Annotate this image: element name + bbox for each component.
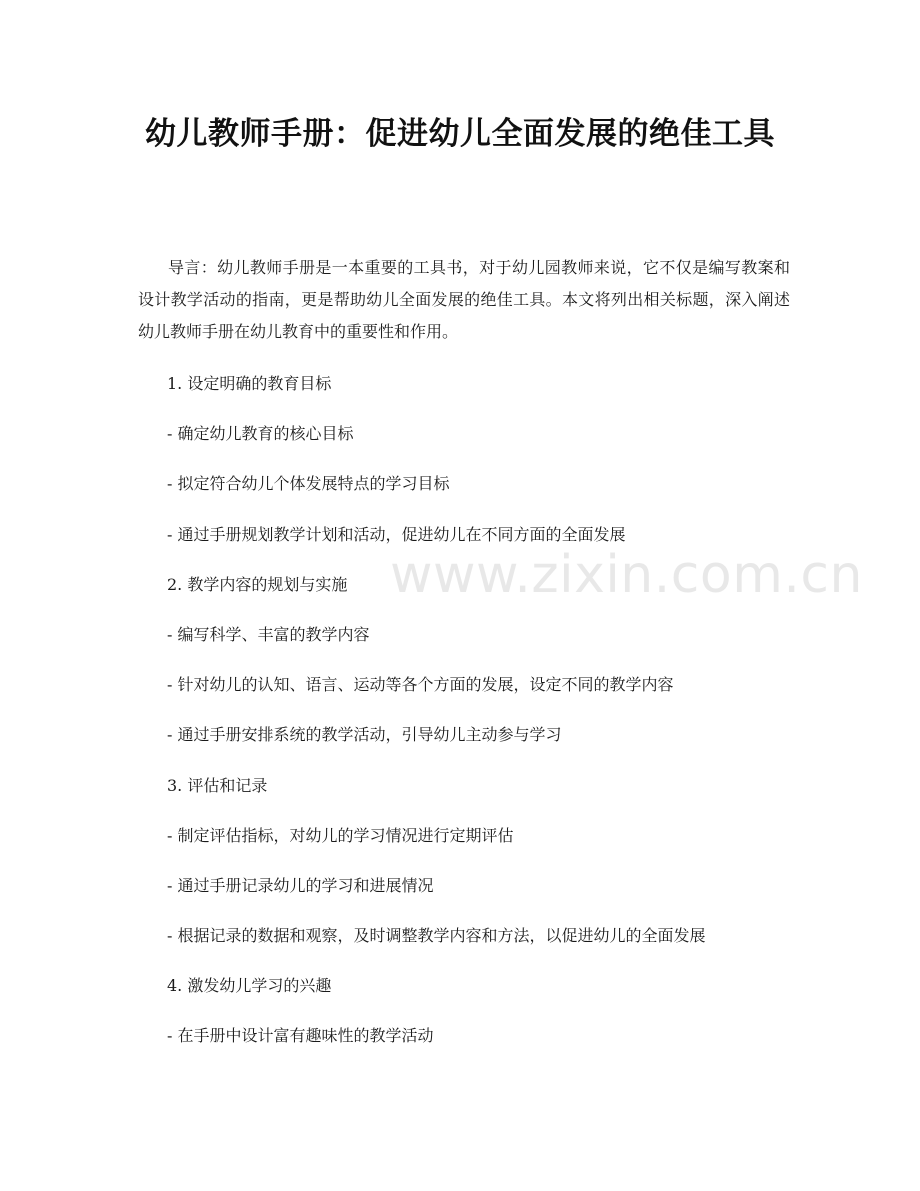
section-heading-3: 3. 评估和记录: [167, 775, 268, 795]
list-item: - 通过手册规划教学计划和活动，促进幼儿在不同方面的全面发展: [167, 524, 626, 544]
list-item: - 拟定符合幼儿个体发展特点的学习目标: [167, 474, 450, 494]
list-item: - 针对幼儿的认知、语言、运动等各个方面的发展，设定不同的教学内容: [167, 675, 674, 695]
list-item: - 通过手册安排系统的教学活动，引导幼儿主动参与学习: [167, 725, 562, 745]
section-heading-1: 1. 设定明确的教育目标: [167, 374, 332, 393]
watermark: www.zixin.com.cn: [390, 545, 863, 605]
list-item: - 制定评估指标，对幼儿的学习情况进行定期评估: [167, 825, 514, 845]
section-heading-2: 2. 教学内容的规划与实施: [167, 574, 348, 594]
section-heading-4: 4. 激发幼儿学习的兴趣: [167, 976, 332, 996]
list-item: - 根据记录的数据和观察，及时调整教学内容和方法，以促进幼儿的全面发展: [167, 926, 706, 946]
list-item: - 在手册中设计富有趣味性的教学活动: [167, 1026, 434, 1046]
intro-paragraph: 导言：幼儿教师手册是一本重要的工具书，对于幼儿园教师来说，它不仅是编写教案和设计教学活动的指南，更是帮助幼儿全面发展的绝佳工具。本文将列出相关标题，深入阐述幼儿教师手册在幼儿教育中的重要性和作用。: [138, 258, 790, 341]
list-item: - 编写科学、丰富的教学内容: [167, 624, 370, 644]
list-item: - 确定幼儿教育的核心目标: [167, 424, 354, 444]
document-title: 幼儿教师手册：促进幼儿全面发展的绝佳工具: [145, 116, 775, 152]
list-item: - 通过手册记录幼儿的学习和进展情况: [167, 875, 434, 895]
content-list: [167, 373, 807, 1076]
